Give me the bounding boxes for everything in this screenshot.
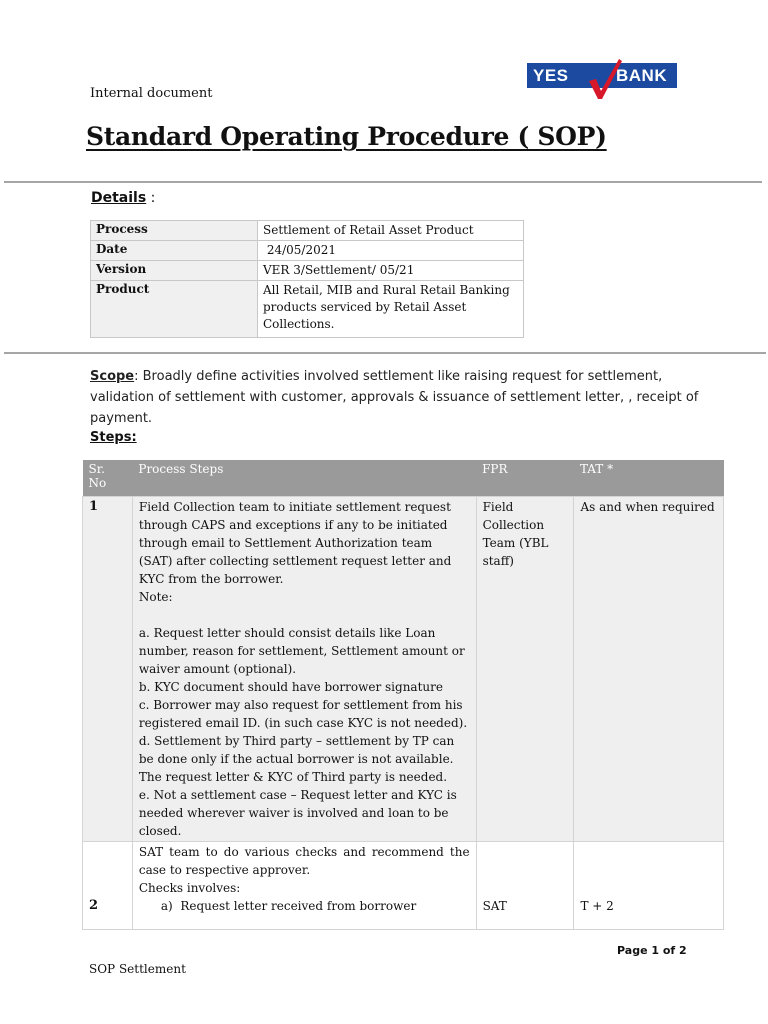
steps-header-row bbox=[83, 460, 724, 496]
details-row-date bbox=[91, 241, 524, 261]
fpr-cell: SAT bbox=[476, 841, 574, 929]
step-note-label: Note: bbox=[138, 589, 173, 604]
step-number: 1 bbox=[83, 496, 133, 841]
fpr-cell: Field Collection Team (YBL staff) bbox=[476, 496, 574, 841]
details-key: Process bbox=[91, 221, 258, 241]
scope-text: Broadly define activities involved settlement like raising request for settlement, validation of settlement with customer, approvals & issuance of settlement letter, , receipt of payment. bbox=[90, 369, 699, 426]
scope-paragraph: Scope: Broadly define activities involved settlement like raising request for settlement, validation of settlement with customer, approvals & issuance of settlement letter, , receipt of payment. bbox=[90, 369, 699, 426]
details-row-product bbox=[91, 281, 524, 338]
steps-heading: Steps: bbox=[90, 430, 137, 445]
step-checks-label: Checks involves: bbox=[138, 880, 241, 895]
header-tat: TAT * bbox=[574, 460, 724, 496]
process-step-cell bbox=[132, 496, 476, 841]
step-note-item: a. Request letter should consist details like Loan number, reason for settlement, Settlement amount or waiver amount (optional). bbox=[138, 625, 465, 676]
details-value: All Retail, MIB and Rural Retail Banking products serviced by Retail Asset Collections. bbox=[258, 281, 524, 338]
tat-cell: T + 2 bbox=[574, 841, 724, 929]
internal-document-label: Internal document bbox=[90, 86, 213, 101]
step-note-item: b. KYC document should have borrower signature bbox=[138, 679, 443, 694]
details-heading: Details : bbox=[91, 190, 156, 206]
details-value: 24/05/2021 bbox=[258, 241, 524, 261]
table-row bbox=[83, 841, 724, 929]
divider bbox=[4, 181, 762, 183]
details-key: Version bbox=[91, 261, 258, 281]
page-number: Page 1 of 2 bbox=[617, 944, 687, 957]
tat-cell: As and when required bbox=[574, 496, 724, 841]
document-title: Standard Operating Procedure ( SOP) bbox=[86, 122, 607, 151]
logo-text-bank: BANK bbox=[616, 66, 668, 85]
details-value: VER 3/Settlement/ 05/21 bbox=[258, 261, 524, 281]
details-table bbox=[90, 220, 524, 338]
step-note-item: d. Settlement by Third party – settlement by TP can be done only if the actual borrower is not available. The request letter & KYC of Third party is needed. bbox=[138, 733, 455, 784]
process-step-cell bbox=[132, 841, 476, 929]
step-number: 2 bbox=[83, 841, 133, 929]
logo-tick-icon bbox=[585, 57, 625, 99]
footer-doc-name: SOP Settlement bbox=[89, 962, 186, 976]
step-note-item: e. Not a settlement case – Request letter and KYC is needed wherever waiver is involved and loan to be closed. bbox=[138, 787, 457, 838]
details-value: Settlement of Retail Asset Product bbox=[258, 221, 524, 241]
yes-bank-logo bbox=[527, 57, 677, 97]
details-row-process bbox=[91, 221, 524, 241]
details-row-version bbox=[91, 261, 524, 281]
step-intro: Field Collection team to initiate settlement request through CAPS and exceptions if any to be initiated through email to Settlement Authorization team (SAT) after collecting settlement request letter and KYC from the borrower. bbox=[138, 499, 452, 586]
step-check-item: a) Request letter received from borrower bbox=[160, 898, 417, 913]
step-intro: SAT team to do various checks and recommend the case to respective approver. bbox=[138, 844, 470, 877]
table-row bbox=[83, 496, 724, 841]
logo-text-yes: YES bbox=[533, 66, 569, 85]
header-sr-no: Sr. No bbox=[83, 460, 133, 496]
header-fpr: FPR bbox=[476, 460, 574, 496]
header-process-steps: Process Steps bbox=[132, 460, 476, 496]
divider bbox=[4, 352, 766, 354]
scope-label: Scope bbox=[90, 369, 135, 384]
step-note-item: c. Borrower may also request for settlement from his registered email ID. (in such case KYC is not needed). bbox=[138, 697, 468, 730]
details-key: Date bbox=[91, 241, 258, 261]
steps-table bbox=[82, 460, 724, 930]
details-key: Product bbox=[91, 281, 258, 338]
